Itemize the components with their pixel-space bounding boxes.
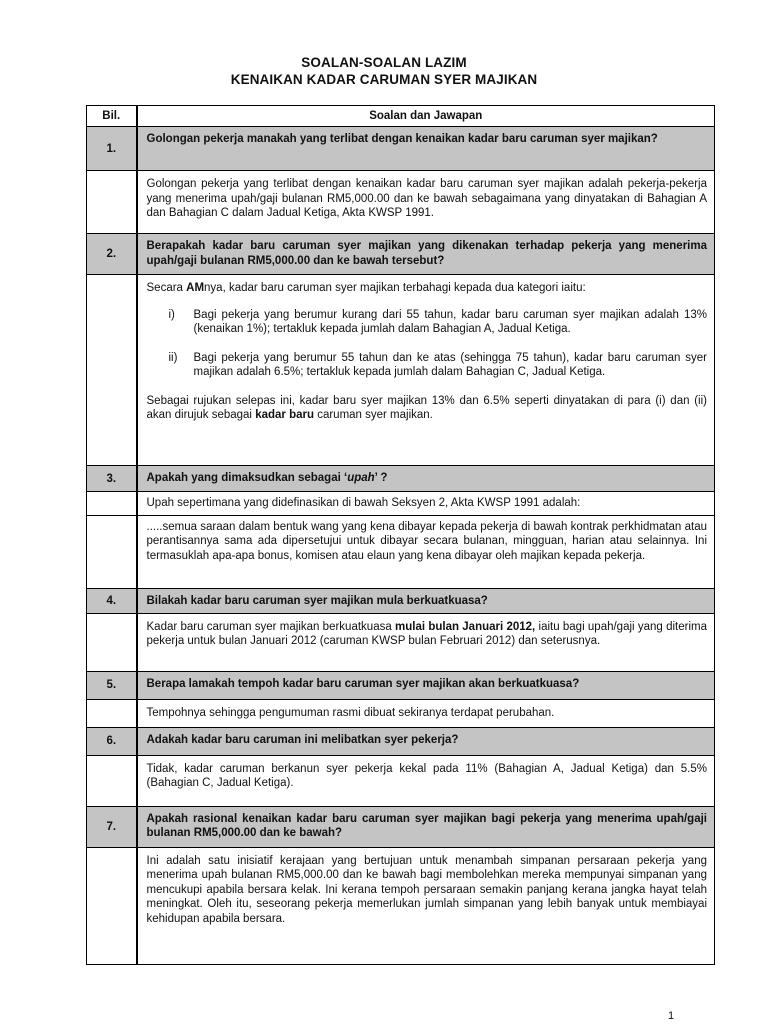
question-text-5: Berapa lamakah tempoh kadar baru caruman syer majikan akan berkuatkuasa? [146, 677, 580, 690]
answer-cell-3b [137, 515, 715, 588]
answer-text-3-quote: .....semua saraan dalam bentuk wang yang kena dibayar kepada pekerja di bawah kontrak perkhidmatan atau perantisannya sama ada dipersetujui untuk dibayar secara bulanan, mingguan, harian atau selainnya. Ini termasuklah apa-apa bonus, komisen atau elaun yang kena dibayar oleh majikan kepada pekerja. [146, 520, 707, 562]
question-text-1: Golongan pekerja manakah yang terlibat dengan kenaikan kadar baru caruman syer majikan? [146, 133, 658, 145]
question-text-7: Apakah rasional kenaikan kadar baru caruman syer majikan bagi pekerja yang menerima upah/gaji bulanan RM5,000.00 dan ke bawah? [146, 812, 707, 839]
answer-2-intro: Secara AMnya, kadar baru caruman syer majikan terbahagi kepada dua kategori iaitu: [146, 282, 586, 294]
question-number-5: 5. [87, 671, 137, 699]
answer-cell-6 [137, 755, 715, 806]
answer-text-3-definition: Upah sepertimana yang didefinasikan di bawah Seksyen 2, Akta KWSP 1991 adalah: [146, 497, 581, 509]
question-row-4 [87, 588, 715, 613]
question-row-1 [87, 127, 715, 171]
answer-text-2 [138, 275, 715, 427]
document-title: SOALAN-SOALAN LAZIM [301, 55, 467, 70]
question-row-6 [87, 727, 715, 755]
answer-row-4 [87, 613, 715, 671]
question-text-3: Apakah yang dimaksudkan sebagai ‘upah’ ? [146, 472, 388, 484]
answer-text-4: Kadar baru caruman syer majikan berkuatkuasa mulai bulan Januari 2012, iaitu bagi upah/gaji yang diterima pekerja untuk bulan Januari 2012 (caruman KWSP bulan Februari 2012) dan seterusnya. [146, 620, 707, 647]
question-cell-7 [137, 806, 715, 847]
question-text-2: Berapakah kadar baru caruman syer majikan yang dikenakan terhadap pekerja yang menerima upah/gaji bulanan RM5,000.00 dan ke bawah tersebut? [146, 240, 707, 267]
question-row-2 [87, 234, 715, 275]
question-cell-4 [137, 588, 715, 613]
question-number-7: 7. [87, 806, 137, 847]
question-cell-6 [137, 727, 715, 755]
question-row-3 [87, 466, 715, 492]
question-cell-2 [137, 234, 715, 275]
question-text-4: Bilakah kadar baru caruman syer majikan mula berkuatkuasa? [146, 594, 488, 607]
answer-row-1 [87, 171, 715, 234]
answer-row-3 [87, 492, 715, 516]
faq-table [86, 105, 715, 965]
table-header-row [87, 106, 715, 127]
answer-cell-4 [137, 613, 715, 671]
question-cell-1 [137, 127, 715, 171]
question-row-7 [87, 806, 715, 847]
answer-cell-1 [137, 171, 715, 234]
answer-row-3b [87, 515, 715, 588]
answer-text-6: Tidak, kadar caruman berkanun syer pekerja kekal pada 11% (Bahagian A, Jadual Ketiga) dan 5.5% (Bahagian C, Jadual Ketiga). [146, 762, 707, 789]
question-number-1: 1. [87, 127, 137, 171]
question-number-4: 4. [87, 588, 137, 613]
question-row-5 [87, 671, 715, 699]
answer-text-1: Golongan pekerja yang terlibat dengan kenaikan kadar baru caruman syer majikan adalah pekerja-pekerja yang menerima upah/gaji bulanan RM5,000.00 dan ke bawah sebagaimana yang dinyatakan di Bahagian A dan Bahagian C dalam Jadual Ketiga, Akta KWSP 1991. [146, 178, 707, 219]
question-cell-3 [137, 466, 715, 492]
answer-cell-2 [137, 275, 715, 466]
answer-2-reference: Sebagai rujukan selepas ini, kadar baru syer majikan 13% dan 6.5% seperti dinyatakan di para (i) dan (ii) akan dirujuk sebagai kadar baru caruman syer majikan. [146, 394, 707, 421]
answer-row-5 [87, 699, 715, 727]
answer-text-7: Ini adalah satu inisiatif kerajaan yang bertujuan untuk menambah simpanan persaraan pekerja yang menerima upah bulanan RM5,000.00 dan ke bawah bagi membolehkan mereka mempunyai simpanan yang mencukupi apabila bersara kelak. Ini kerana tempoh persaraan semakin panjang kerana jangka hayat telah meningkat. Oleh itu, seseorang pekerja memerlukan jumlah simpanan yang lebih banyak untuk membiayai kehidupan apabila bersara. [146, 854, 707, 925]
answer-row-7 [87, 847, 715, 964]
answer-2-item-2: ii) Bagi pekerja yang berumur 55 tahun dan ke atas (sehingga 75 tahun), kadar baru caruman syer majikan adalah 6.5%; tertakluk kepada jumlah dalam Bahagian C, Jadual Ketiga. [168, 351, 707, 378]
answer-row-2 [87, 275, 715, 466]
page-number: 1 [668, 1010, 675, 1022]
header-question-answer: Soalan dan Jawapan [137, 106, 715, 127]
answer-cell-7 [137, 847, 715, 964]
question-number-6: 6. [87, 727, 137, 755]
answer-cell-5 [137, 699, 715, 727]
question-text-6: Adakah kadar baru caruman ini melibatkan syer pekerja? [146, 733, 459, 746]
question-number-2: 2. [87, 234, 137, 275]
answer-row-6 [87, 755, 715, 806]
document-subtitle: KENAIKAN KADAR CARUMAN SYER MAJIKAN [230, 72, 538, 87]
header-bil: Bil. [87, 106, 137, 127]
answer-text-5: Tempohnya sehingga pengumuman rasmi dibuat sekiranya terdapat perubahan. [146, 706, 555, 719]
answer-cell-3a [137, 492, 715, 516]
question-cell-5 [137, 671, 715, 699]
question-number-3: 3. [87, 466, 137, 492]
answer-2-item-1: i) Bagi pekerja yang berumur kurang dari 55 tahun, kadar baru caruman syer majikan adalah 13% (kenaikan 1%); tertakluk kepada jumlah dalam Bahagian A, Jadual Ketiga. [168, 308, 707, 335]
